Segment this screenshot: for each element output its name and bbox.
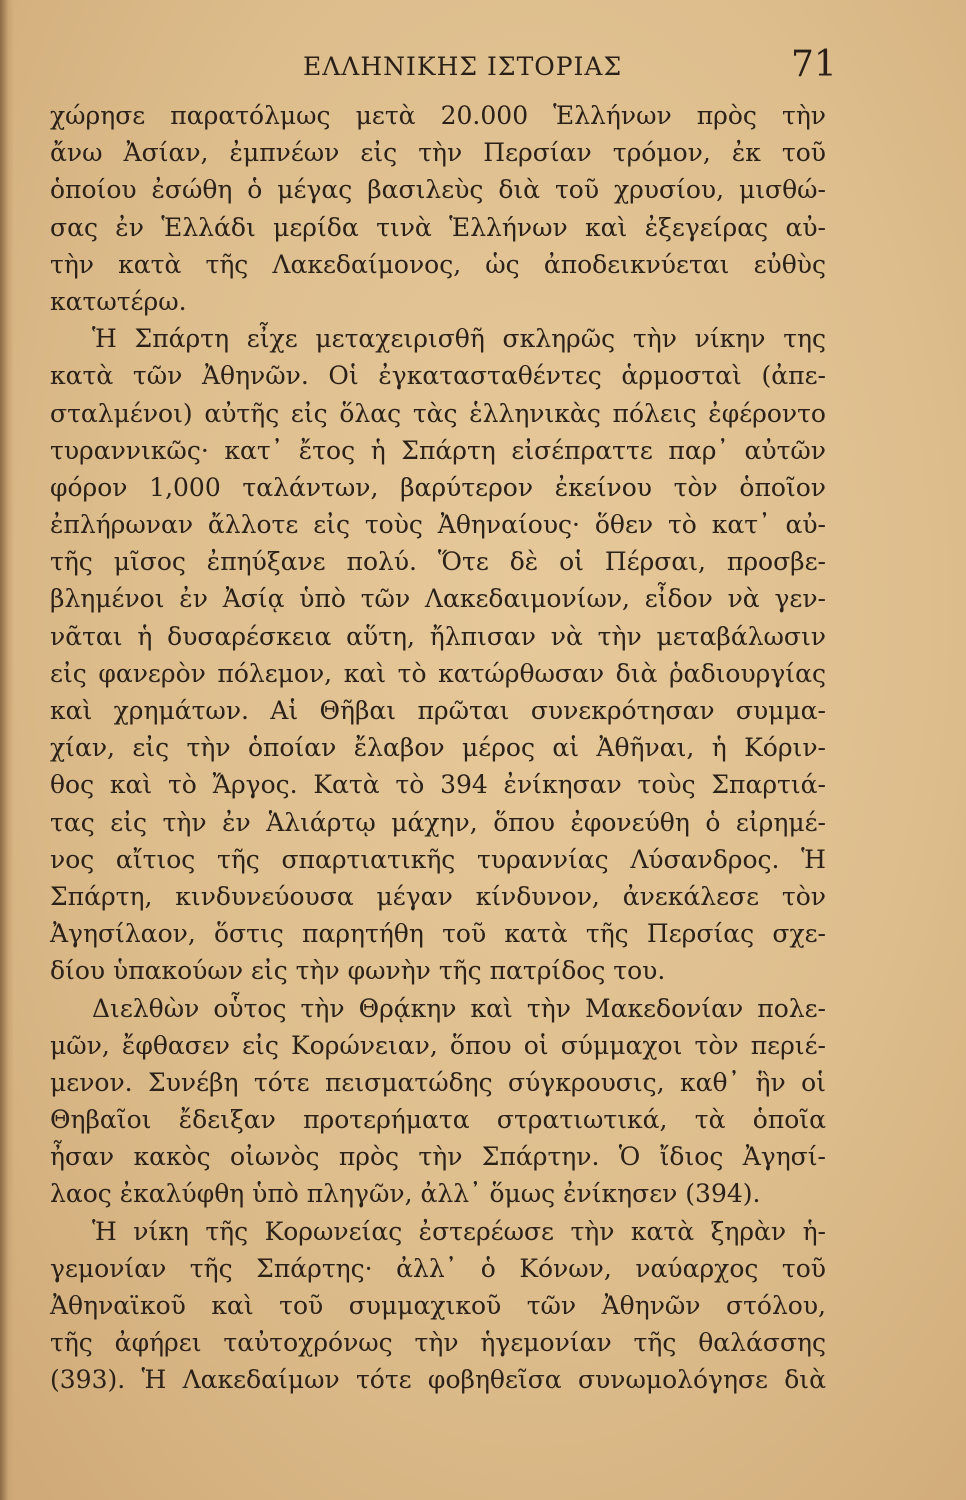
text-line: εἰς φανερὸν πόλεμον, καὶ τὸ κατώρθωσαν διὰ ῥαδιουργίας [50, 658, 826, 688]
text-line: τας εἰς τὴν ἐν Ἁλιάρτῳ μάχην, ὅπου ἐφονεύθη ὁ εἰρημέ- [50, 807, 826, 837]
text-line: κατὰ τῶν Ἀθηνῶν. Οἱ ἐγκατασταθέντες ἁρμοσταὶ (ἀπε- [50, 361, 826, 391]
page-header [0, 44, 966, 94]
text-line: κατωτέρω. [50, 286, 187, 316]
text-line: τὴν κατὰ τῆς Λακεδαίμονος, ὡς ἀποδεικνύεται εὐθὺς [50, 249, 826, 279]
text-line: τυραννικῶς· κατ᾽ ἔτος ἡ Σπάρτη εἰσέπραττε παρ᾽ αὐτῶν [50, 435, 826, 465]
text-line: σας ἐν Ἑλλάδι μερίδα τινὰ Ἑλλήνων καὶ ἐξεγείρας αὐ- [50, 212, 826, 242]
running-head: ΕΛΛΗΝΙΚΗΣ ΙΣΤΟΡΙΑΣ [303, 52, 623, 81]
text-line: Ἀγησίλαον, ὅστις παρητήθη τοῦ κατὰ τῆς Περσίας σχε- [50, 919, 826, 949]
text-line: ἦσαν κακὸς οἰωνὸς πρὸς τὴν Σπάρτην. Ὁ ἴδιος Ἀγησί- [50, 1142, 826, 1172]
text-line: Ἡ νίκη τῆς Κορωνείας ἐστερέωσε τὴν κατὰ ξηρὰν ἡ- [92, 1216, 826, 1246]
text-line: Διελθὼν οὗτος τὴν Θρᾴκην καὶ τὴν Μακεδονίαν πολε- [92, 993, 826, 1023]
text-line: Σπάρτη, κινδυνεύουσα μέγαν κίνδυνον, ἀνεκάλεσε τὸν [50, 881, 826, 911]
text-line: βλημένοι ἐν Ἀσίᾳ ὑπὸ τῶν Λακεδαιμονίων, εἶδον νὰ γεν- [50, 584, 826, 614]
text-line: τῆς ἀφήρει ταὐτοχρόνως τὴν ἡγεμονίαν τῆς θαλάσσης [50, 1328, 826, 1358]
text-line: σταλμένοι) αὐτῆς εἰς ὅλας τὰς ἑλληνικὰς πόλεις ἐφέροντο [50, 398, 826, 428]
text-line: θος καὶ τὸ Ἄργος. Κατὰ τὸ 394 ἐνίκησαν τοὺς Σπαρτιά- [50, 770, 826, 800]
text-line: Ἀθηναϊκοῦ καὶ τοῦ συμμαχικοῦ τῶν Ἀθηνῶν στόλου, [50, 1291, 826, 1320]
text-line: χίαν, εἰς τὴν ὁποίαν ἔλαβον μέρος αἱ Ἀθῆναι, ἡ Κόριν- [50, 733, 826, 763]
text-line: μενον. Συνέβη τότε πεισματώδης σύγκρουσις, καθ᾽ ἣν οἱ [50, 1067, 826, 1097]
body-text [50, 97, 826, 1399]
text-line: φόρον 1,000 ταλάντων, βαρύτερον ἐκείνου τὸν ὁποῖον [50, 472, 826, 502]
text-line: γεμονίαν τῆς Σπάρτης· ἀλλ᾽ ὁ Κόνων, ναύαρχος τοῦ [50, 1253, 826, 1283]
text-line: δίου ὑπακούων εἰς τὴν φωνὴν τῆς πατρίδος του. [50, 956, 666, 986]
text-line: καὶ χρημάτων. Αἱ Θῆβαι πρῶται συνεκρότησαν συμμα- [50, 696, 826, 725]
page-number: 71 [791, 44, 837, 85]
text-line: νος αἴτιος τῆς σπαρτιατικῆς τυραννίας Λύσανδρος. Ἡ [50, 844, 826, 874]
text-line: Θηβαῖοι ἔδειξαν προτερήματα στρατιωτικά, τὰ ὁποῖα [50, 1105, 826, 1135]
text-line: Ἡ Σπάρτη εἶχε μεταχειρισθῆ σκληρῶς τὴν νίκην της [92, 324, 826, 354]
text-line: ἄνω Ἀσίαν, ἐμπνέων εἰς τὴν Περσίαν τρόμον, ἐκ τοῦ [50, 138, 826, 168]
text-line: νᾶται ἡ δυσαρέσκεια αὕτη, ἤλπισαν νὰ τὴν μεταβάλωσιν [50, 621, 826, 651]
page-binding-edge [0, 0, 14, 1500]
text-line: λαος ἐκαλύφθη ὑπὸ πληγῶν, ἀλλ᾽ ὅμως ἐνίκησεν (394). [50, 1179, 761, 1209]
text-line: ὁποίου ἐσώθη ὁ μέγας βασιλεὺς διὰ τοῦ χρυσίου, μισθώ- [50, 175, 826, 205]
text-line: μῶν, ἔφθασεν εἰς Κορώνειαν, ὅπου οἱ σύμμαχοι τὸν περιέ- [50, 1030, 826, 1060]
text-line: (393). Ἡ Λακεδαίμων τότε φοβηθεῖσα συνωμολόγησε διὰ [50, 1365, 826, 1395]
text-line: τῆς μῖσος ἐπηύξανε πολύ. Ὅτε δὲ οἱ Πέρσαι, προσβε- [50, 547, 826, 577]
text-line: χώρησε παρατόλμως μετὰ 20.000 Ἑλλήνων πρὸς τὴν [50, 101, 826, 130]
text-line: ἐπλήρωναν ἄλλοτε εἰς τοὺς Ἀθηναίους· ὅθεν τὸ κατ᾽ αὐ- [50, 510, 826, 540]
